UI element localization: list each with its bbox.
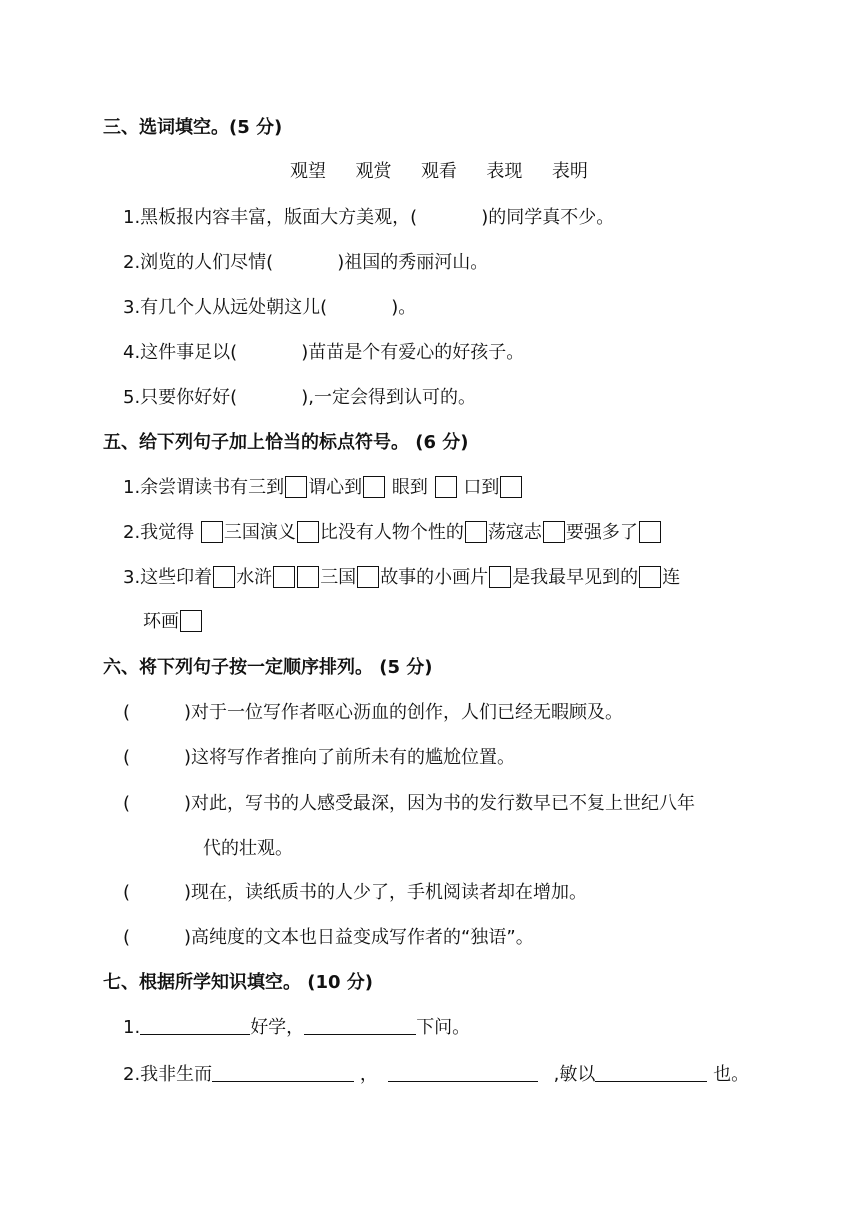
- fill-in-blank[interactable]: [140, 1016, 250, 1035]
- word-bank-item: 观赏: [355, 161, 392, 182]
- question-5-3: 3.这些印着 水浒 三国 故事的小画片 是我最早见到的 连: [123, 567, 681, 588]
- ordering-item: ( )这将写作者推向了前所未有的尴尬位置。: [123, 747, 516, 768]
- word-bank: [290, 160, 588, 184]
- punctuation-box[interactable]: [489, 566, 511, 588]
- question-3-4: 4.这件事足以( )苗苗是个有爱心的好孩子。: [123, 342, 525, 363]
- word-bank-item: 表明: [551, 161, 588, 182]
- section-5-title: 五、给下列句子加上恰当的标点符号。 (6 分): [103, 432, 469, 453]
- ordering-item-continued: 代的壮观。: [203, 838, 293, 859]
- word-bank-item: 表现: [486, 161, 523, 182]
- section-3-title: 三、选词填空。(5 分): [103, 117, 283, 138]
- ordering-item: ( )对此，写书的人感受最深，因为书的发行数早已不复上世纪八年: [123, 793, 696, 814]
- question-3-2: 2.浏览的人们尽情( )祖国的秀丽河山。: [123, 252, 489, 273]
- question-7-2: 2.我非生而 ， ,敏以 也。: [123, 1064, 750, 1085]
- question-3-5: 5.只要你好好( ),一定会得到认可的。: [123, 387, 476, 408]
- punctuation-box[interactable]: [285, 476, 307, 498]
- punctuation-box[interactable]: [201, 521, 223, 543]
- ordering-item: ( )现在，读纸质书的人少了，手机阅读者却在增加。: [123, 882, 588, 903]
- section-7-title: 七、根据所学知识填空。 (10 分): [103, 972, 374, 993]
- punctuation-box[interactable]: [435, 476, 457, 498]
- punctuation-box[interactable]: [639, 566, 661, 588]
- punctuation-box[interactable]: [639, 521, 661, 543]
- punctuation-box[interactable]: [297, 566, 319, 588]
- question-5-1: 1.余尝谓读书有三到 谓心到 眼到 口到: [123, 476, 523, 500]
- punctuation-box[interactable]: [357, 566, 379, 588]
- punctuation-box[interactable]: [213, 566, 235, 588]
- punctuation-box[interactable]: [500, 476, 522, 498]
- section-6-title: 六、将下列句子按一定顺序排列。 (5 分): [103, 657, 433, 678]
- punctuation-box[interactable]: [273, 566, 295, 588]
- question-7-1: 1. 好学， 下问。: [123, 1017, 471, 1038]
- fill-in-blank[interactable]: [388, 1063, 538, 1082]
- punctuation-box[interactable]: [297, 521, 319, 543]
- ordering-item: ( )高纯度的文本也日益变成写作者的“独语”。: [123, 927, 534, 948]
- punctuation-box[interactable]: [465, 521, 487, 543]
- question-5-3-continued: 环画: [143, 610, 203, 634]
- punctuation-box[interactable]: [543, 521, 565, 543]
- word-bank-item: 观望: [290, 161, 326, 182]
- word-bank-item: 观看: [420, 161, 457, 182]
- punctuation-box[interactable]: [180, 610, 202, 632]
- question-3-3: 3.有几个人从远处朝这儿( )。: [123, 297, 417, 318]
- fill-in-blank[interactable]: [595, 1063, 707, 1082]
- question-3-1: 1.黑板报内容丰富，版面大方美观，( )的同学真不少。: [123, 207, 615, 228]
- fill-in-blank[interactable]: [304, 1016, 416, 1035]
- ordering-item: ( )对于一位写作者呕心沥血的创作，人们已经无暇顾及。: [123, 702, 624, 723]
- question-5-2: 2.我觉得 三国演义 比没有人物个性的 荡寇志 要强多了: [123, 521, 662, 545]
- fill-in-blank[interactable]: [212, 1063, 354, 1082]
- punctuation-box[interactable]: [363, 476, 385, 498]
